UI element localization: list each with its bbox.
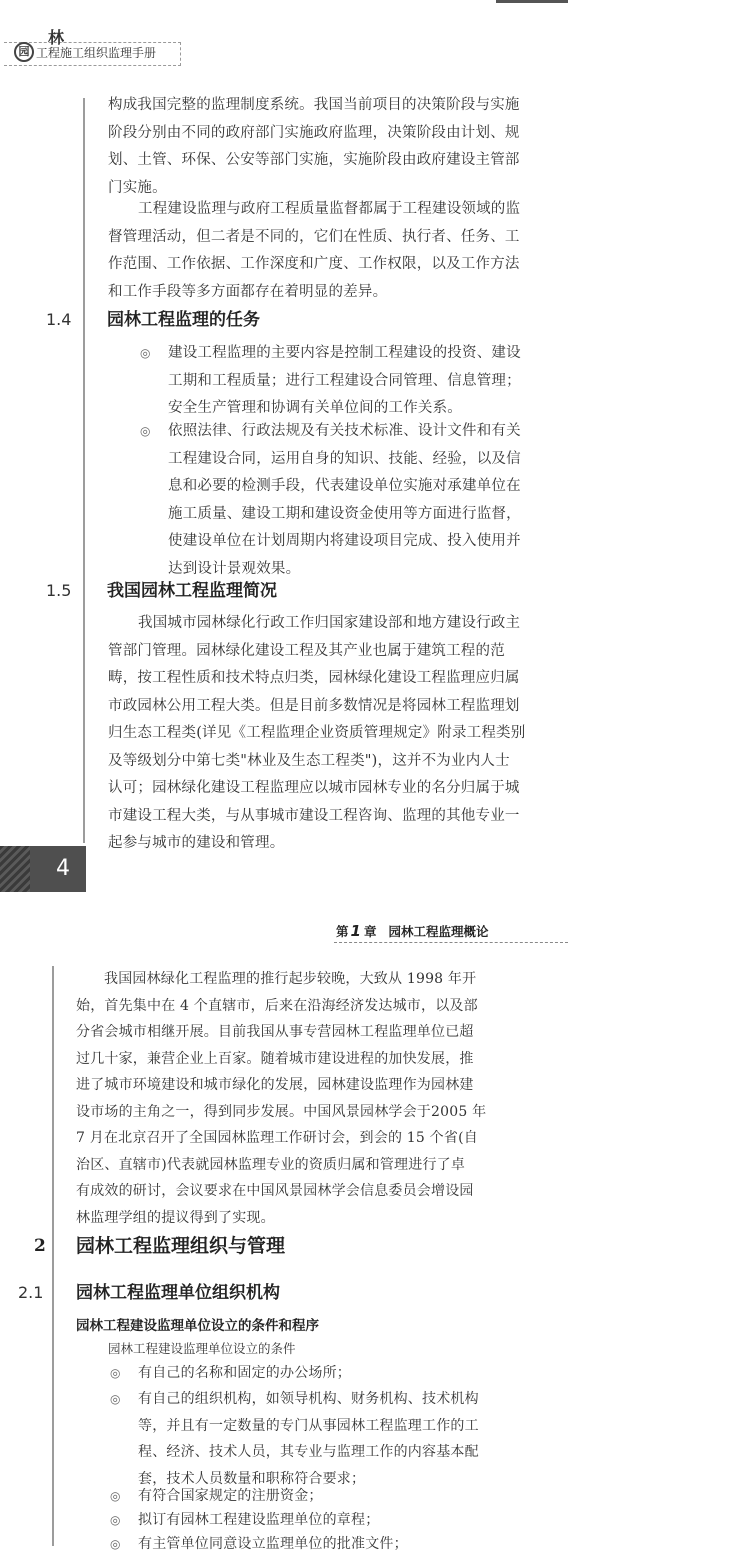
chapter-title-2: 园林工程监理组织与管理	[76, 1235, 286, 1257]
text-line: 使建设单位在计划周期内将建设项目完成、投入使用并	[168, 533, 521, 549]
text-line: 市政园林公用工程大类。但是目前多数情况是将园林工程监理划	[108, 697, 520, 714]
text-line: 过几十家，兼营企业上百家。随着城市建设进程的加快发展，推	[76, 1050, 474, 1067]
list-item	[138, 1360, 514, 1387]
list-item	[138, 1532, 514, 1556]
page1-intro-paragraph	[108, 92, 548, 202]
text-line: 管部门管理。园林绿化建设工程及其产业也属于建筑工程的范	[108, 642, 505, 659]
logo-top-char: 林	[48, 28, 65, 47]
text-line: 达到设计景观效果。	[168, 560, 301, 577]
list-item	[138, 1484, 514, 1508]
section-1-5-paragraph	[108, 610, 552, 858]
text-line: 及等级划分中第七类"林业及生态工程类")，这并不为业内人士	[108, 752, 510, 769]
page1-margin-rule	[83, 98, 85, 843]
text-line: 程、经济、技术人员，其专业与监理工作的内容基本配	[138, 1444, 479, 1460]
bullet-icon: ◎	[110, 1366, 121, 1380]
bullet-icon: ◎	[140, 346, 151, 360]
text-line: 依照法律、行政法规及有关技术标准、设计文件和有关	[168, 423, 521, 439]
list-item	[168, 340, 552, 423]
section-title-2-1: 园林工程监理单位组织机构	[76, 1283, 280, 1303]
text-line: 有主管单位同意设立监理单位的批准文件；	[138, 1536, 408, 1552]
text-line: 套，技术人员数量和职称符合要求；	[138, 1470, 366, 1487]
text-line: 构成我国完整的监理制度系统。我国当前项目的决策阶段与实施	[108, 97, 520, 113]
section-title-1-4: 园林工程监理的任务	[107, 310, 260, 330]
text-line: 划、土管、环保、公安等部门实施，实施阶段由政府建设主管部	[108, 152, 520, 168]
text-line: 和工作手段等多方面都存在着明显的差异。	[108, 283, 388, 300]
text-line: 我国园林绿化工程监理的推行起步较晚，大致从 1998 年开	[104, 971, 477, 987]
subsection-heading: 园林工程建设监理单位设立的条件和程序	[76, 1318, 319, 1334]
section-number-1-4: 1.4	[46, 310, 72, 329]
page1-supervision-paragraph	[108, 196, 548, 306]
text-line: 息和必要的检测手段，代表建设单位实施对承建单位在	[168, 478, 521, 494]
text-line: 工程建设监理与政府工程质量监督都属于工程建设领域的监	[138, 201, 521, 217]
list-item	[138, 1508, 514, 1532]
text-line: 有成效的研讨，会议要求在中国风景园林学会信息委员会增设园	[76, 1183, 474, 1199]
text-line: 门实施。	[108, 179, 167, 196]
running-header-title: 工程施工组织监理手册	[36, 46, 157, 60]
bullet-icon: ◎	[110, 1513, 121, 1527]
text-line: 阶段分别由不同的政府部门实施政府监理，决策阶段由计划、规	[108, 124, 520, 141]
text-line: 始，首先集中在 4 个直辖市，后来在沿海经济发达城市，以及部	[76, 997, 478, 1014]
bullet-icon: ◎	[140, 424, 151, 438]
text-line: 认可；园林绿化建设工程监理应以城市园林专业的名分归属于城	[108, 780, 520, 796]
text-line: 有符合国家规定的注册资金；	[138, 1488, 323, 1504]
text-line: 施工质量、建设工期和建设资金使用等方面进行监督，	[168, 505, 521, 522]
text-line: 作范围、工作依据、工作深度和广度、工作权限，以及工作方法	[108, 256, 520, 272]
text-line: 设市场的主角之一，得到同步发展。中国风景园林学会于2005 年	[76, 1103, 487, 1120]
page-tab-texture	[0, 846, 30, 892]
text-line: 安全生产管理和协调有关单位间的工作关系。	[168, 400, 462, 416]
section-number-2-1: 2.1	[18, 1283, 44, 1302]
text-line: 进了城市环境建设和城市绿化的发展，园林建设监理作为园林建	[76, 1077, 474, 1093]
text-line: 督管理活动，但二者是不同的，它们在性质、执行者、任务、工	[108, 228, 520, 245]
chapter-running-header	[336, 922, 488, 941]
section-title-1-5: 我国园林工程监理简况	[107, 581, 277, 601]
chapter-number: 1	[350, 922, 361, 940]
chapter-title: 园林工程监理概论	[388, 924, 489, 939]
text-line: 工程建设合同，运用自身的知识、技能、经验，以及信	[168, 450, 521, 467]
text-line: 有自己的组织机构，如领导机构、财务机构、技术机构	[138, 1391, 479, 1407]
text-line: 建设工程监理的主要内容是控制工程建设的投资、建设	[168, 345, 521, 361]
section-number-1-5: 1.5	[46, 581, 72, 600]
text-line: 等，并且有一定数量的专门从事园林工程监理工作的工	[138, 1417, 479, 1434]
text-line: 我国城市园林绿化行政工作归国家建设部和地方建设行政主	[138, 615, 521, 631]
top-edge-rule	[496, 0, 568, 3]
chapter-header-rule	[334, 942, 568, 943]
text-line: 市建设工程大类，与从事城市建设工程咨询、监理的其他专业一	[108, 807, 520, 824]
bullet-icon: ◎	[110, 1489, 121, 1503]
text-line: 7 月在北京召开了全国园林监理工作研讨会，到会的 15 个省(自	[76, 1130, 478, 1146]
list-item	[138, 1386, 514, 1492]
chapter-suffix: 章	[363, 924, 377, 939]
chapter-number-2: 2	[34, 1236, 46, 1256]
chapter-prefix: 第	[336, 924, 349, 939]
text-line: 归生态工程类(详见《工程监理企业资质管理规定》附录工程类别	[108, 725, 526, 741]
text-line: 拟订有园林工程建设监理单位的章程；	[138, 1512, 380, 1528]
bullet-icon: ◎	[110, 1392, 121, 1406]
text-line: 畴，按工程性质和技术特点归类，园林绿化建设工程监理应归属	[108, 670, 520, 686]
bullet-icon: ◎	[110, 1537, 121, 1551]
page-number: 4	[56, 856, 70, 881]
text-line: 起参与城市的建设和管理。	[108, 835, 285, 851]
text-line: 有自己的名称和固定的办公场所；	[138, 1365, 351, 1381]
text-line: 治区、直辖市)代表就园林监理专业的资质归属和管理进行了卓	[76, 1156, 466, 1173]
text-line: 林监理学组的提议得到了实现。	[76, 1209, 275, 1226]
logo-circle-char: 园	[14, 42, 34, 62]
list-item	[168, 418, 552, 583]
page2-intro-paragraph	[76, 966, 508, 1231]
text-line: 工期和工程质量；进行工程建设合同管理、信息管理；	[168, 372, 521, 389]
subsubsection-heading: 园林工程建设监理单位设立的条件	[108, 1341, 296, 1356]
text-line: 分省会城市相继开展。目前我国从事专营园林工程监理单位已超	[76, 1024, 474, 1040]
page2-margin-rule	[52, 966, 54, 1546]
